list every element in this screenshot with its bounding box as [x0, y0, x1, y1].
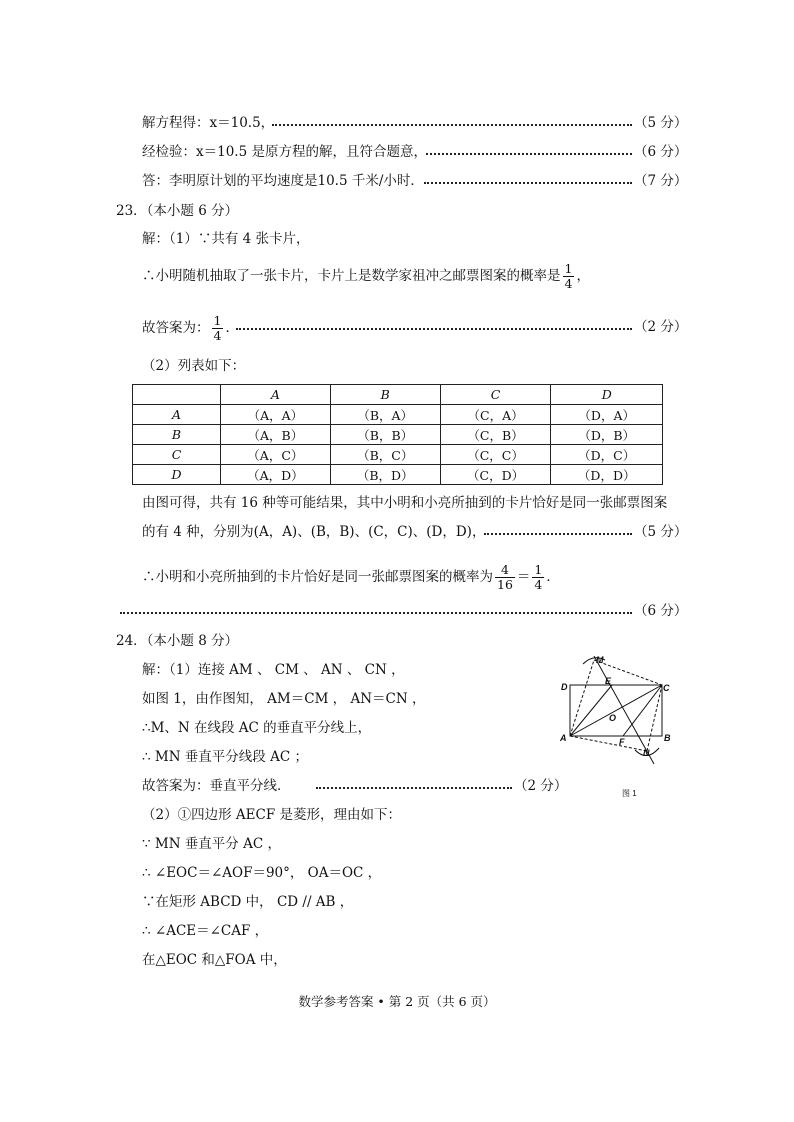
solution-line: 解方程得：x＝10.5，	[142, 115, 275, 131]
label-e: E	[605, 676, 612, 686]
label-m: M	[596, 655, 604, 665]
fraction-numerator: 1	[213, 313, 222, 328]
leader-dots	[120, 612, 632, 614]
solution-line: 经检验：x＝10.5 是原方程的解，且符合题意，	[142, 144, 427, 160]
geometry-figure	[555, 650, 685, 800]
text-segment: ＝	[516, 569, 531, 585]
solution-line: 答：李明原计划的平均速度是10.5 千米/小时．	[142, 173, 424, 189]
label-n: N	[643, 748, 650, 758]
text-segment: ，	[576, 268, 590, 284]
table-row-header: C	[133, 445, 221, 465]
table-cell: （A，A）	[221, 405, 331, 425]
text-segment: 故答案为：	[142, 320, 210, 336]
leader-dots	[272, 124, 632, 126]
table-row	[133, 425, 663, 445]
fraction-denominator: 4	[213, 328, 222, 343]
table-row-header: A	[133, 405, 221, 425]
score-label: （6 分）	[634, 144, 688, 160]
leader-dots	[316, 787, 512, 789]
solution-line: ∴ MN 垂直平分线段 AC ；	[142, 749, 308, 765]
solution-line	[142, 563, 560, 592]
fraction-denominator: 4	[564, 276, 573, 291]
table-cell: （B，D）	[330, 465, 440, 485]
question-header: 24．（本小题 8 分）	[116, 633, 239, 649]
table-cell: （D，A）	[551, 405, 663, 425]
table-cell: （D，B）	[551, 425, 663, 445]
label-b: B	[664, 733, 671, 743]
solution-line: 如图 1，由作图知， AM＝CM ， AN＝CN ，	[142, 691, 426, 707]
fraction	[532, 563, 544, 592]
fraction	[212, 314, 224, 343]
table-cell: （D，D）	[551, 465, 663, 485]
leader-dots	[424, 182, 632, 184]
table-header-cell	[133, 385, 221, 405]
fraction-denominator: 4	[534, 577, 543, 592]
solution-line: ∴ ∠EOC＝∠AOF＝90°， OA＝OC ，	[142, 865, 382, 881]
dashed-an	[570, 736, 647, 751]
table-header-row	[133, 385, 663, 405]
solution-line: （2）列表如下：	[142, 358, 246, 374]
solution-line: 解：（1）∵共有 4 张卡片，	[142, 231, 310, 247]
score-label: （2 分）	[514, 778, 568, 794]
solution-line	[142, 314, 239, 343]
solution-line: ∴M、N 在线段 AC 的垂直平分线上，	[142, 720, 372, 736]
label-a: A	[560, 733, 567, 743]
table-cell: （A，C）	[221, 445, 331, 465]
table-row	[133, 465, 663, 485]
table-header-cell: A	[221, 385, 331, 405]
table-cell: （A，B）	[221, 425, 331, 445]
solution-line	[142, 262, 590, 291]
table-row	[133, 405, 663, 425]
label-d: D	[561, 682, 568, 692]
table-cell: （B，A）	[330, 405, 440, 425]
solution-line: 在△EOC 和△FOA 中，	[142, 952, 287, 968]
solution-line: ∵在矩形 ABCD 中， CD // AB ，	[142, 894, 354, 910]
text-segment: ∴小明随机抽取了一张卡片，卡片上是数学家祖冲之邮票图案的概率是	[142, 268, 561, 284]
page-footer: 数学参考答案 • 第 2 页（共 6 页）	[298, 994, 496, 1009]
label-c: C	[663, 683, 670, 693]
label-o: O	[609, 713, 617, 723]
fraction	[563, 262, 575, 291]
label-f: F	[619, 737, 625, 747]
solution-line: （2）①四边形 AECF 是菱形，理由如下：	[142, 807, 401, 823]
text-segment: ．	[546, 569, 560, 585]
table-row-header: B	[133, 425, 221, 445]
table-cell: （B，C）	[330, 445, 440, 465]
solution-line: ∵ MN 垂直平分 AC ，	[142, 836, 281, 852]
score-label: （2 分）	[634, 319, 688, 335]
solution-line: 的有 4 种，分别为(A，A)、(B，B)、(C，C)、(D，D)，	[142, 524, 486, 540]
table-cell: （C，C）	[440, 445, 551, 465]
table-row	[133, 445, 663, 465]
outcome-table	[132, 384, 663, 485]
figure-caption: 图 1	[622, 789, 637, 798]
solution-line: 由图可得，共有 16 种等可能结果，其中小明和小亮所抽到的卡片恰好是同一张邮票图案	[142, 495, 668, 511]
segment-ae	[570, 685, 612, 736]
fraction-denominator: 16	[497, 577, 513, 592]
score-label: （7 分）	[634, 173, 688, 189]
leader-dots	[426, 153, 632, 155]
table-cell: （C，A）	[440, 405, 551, 425]
solution-line: 解：（1）连接 AM 、 CM 、 AN 、 CN ，	[142, 662, 405, 678]
score-label: （5 分）	[634, 524, 688, 540]
fraction-numerator: 1	[534, 562, 543, 577]
table-cell: （B，B）	[330, 425, 440, 445]
score-label: （6 分）	[634, 603, 688, 619]
score-label: （5 分）	[634, 115, 688, 131]
text-segment: ∴小明和小亮所抽到的卡片恰好是同一张邮票图案的概率为	[142, 569, 493, 585]
table-cell: （C，B）	[440, 425, 551, 445]
table-cell: （C，D）	[440, 465, 551, 485]
question-header: 23．（本小题 6 分）	[116, 203, 239, 219]
table-cell: （D，C）	[551, 445, 663, 465]
table-header-cell: B	[330, 385, 440, 405]
solution-line: ∴ ∠ACE＝∠CAF ，	[142, 923, 269, 939]
leader-dots	[484, 533, 632, 535]
table-row-header: D	[133, 465, 221, 485]
fraction-numerator: 1	[564, 261, 573, 276]
fraction	[495, 563, 515, 592]
table-cell: （A，D）	[221, 465, 331, 485]
leader-dots	[236, 328, 632, 330]
solution-line: 故答案为：垂直平分线．	[142, 778, 291, 794]
table-header-cell: D	[551, 385, 663, 405]
text-segment: ．	[225, 320, 239, 336]
fraction-numerator: 4	[495, 563, 515, 578]
table-header-cell: C	[440, 385, 551, 405]
